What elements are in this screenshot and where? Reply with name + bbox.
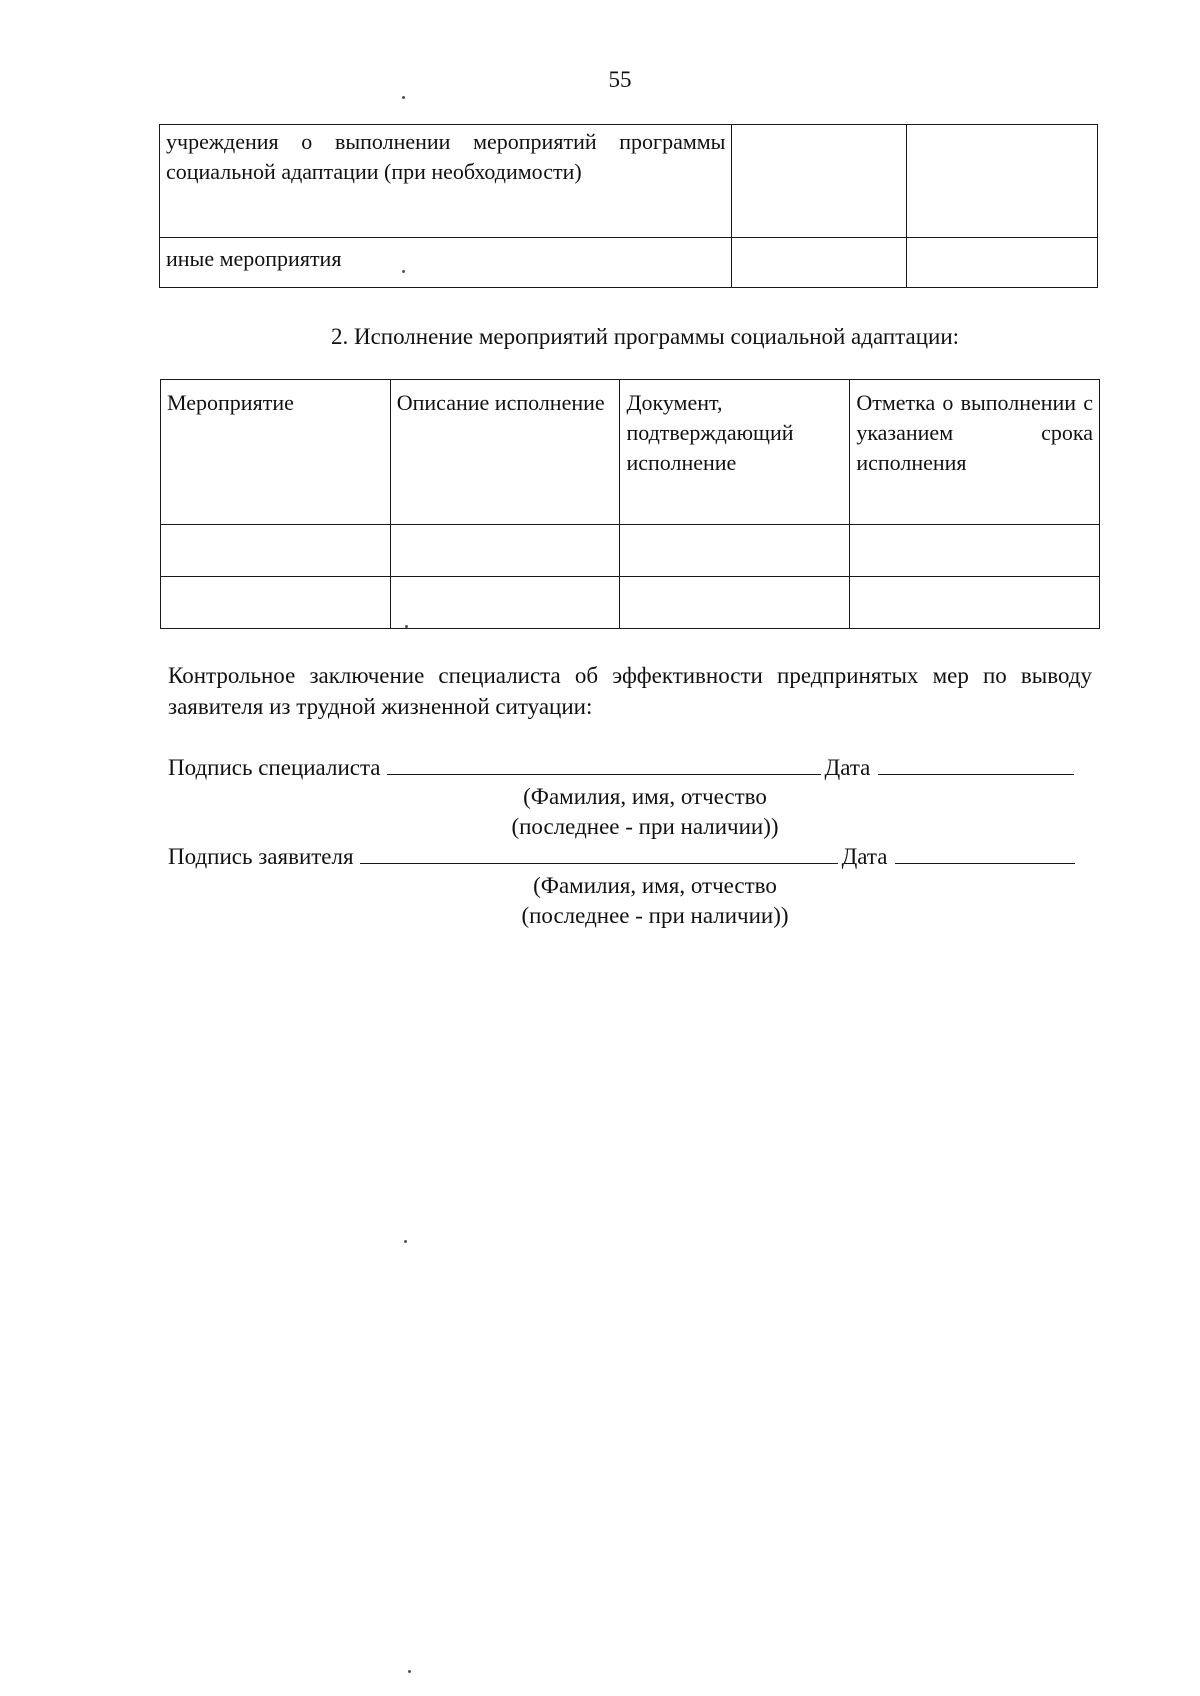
execution-table [160,379,1100,629]
page-number: 55 [608,67,632,92]
scan-speck [402,270,405,273]
scan-speck [408,1670,411,1673]
applicant-date-label: Дата [841,844,888,869]
table-cell [850,577,1100,629]
table-cell [620,525,850,577]
specialist-date-label: Дата [824,755,871,780]
table-cell [732,125,907,238]
table-cell [161,525,391,577]
table-cell [390,525,620,577]
table-row [160,238,1098,288]
table-cell [850,525,1100,577]
applicant-name-caption [480,871,830,931]
applicant-date-field[interactable] [895,841,1075,864]
table-cell [732,238,907,288]
caption-line: (последнее - при наличии)) [511,814,779,839]
scan-speck [405,625,408,628]
applicant-signature-label: Подпись заявителя [168,844,354,869]
table-cell [620,577,850,629]
table-cell [907,238,1098,288]
specialist-name-caption [470,782,820,842]
specialist-signature-line [168,752,1108,783]
table-cell [161,577,391,629]
caption-line: (последнее - при наличии)) [521,903,789,928]
table-row [161,577,1100,629]
table-cell [907,125,1098,238]
scan-speck [404,1240,407,1243]
caption-line: (Фамилия, имя, отчество [523,784,767,809]
table-row [160,125,1098,238]
applicant-signature-field[interactable] [360,841,838,864]
column-header-description: Описание исполнение [390,380,620,525]
specialist-signature-field[interactable] [387,752,821,775]
caption-line: (Фамилия, имя, отчество [533,873,777,898]
table-row [161,525,1100,577]
table-cell [390,577,620,629]
activities-table-continued [159,124,1098,288]
column-header-document: Документ, подтверждающий исполнение [620,380,850,525]
column-header-completion-mark: Отметка о выполнении с указанием срока исполнения [850,380,1100,525]
table-cell: учреждения о выполнении мероприятий программы социальной адаптации (при необходимости) [160,125,732,238]
scan-speck [402,96,405,99]
table-cell: иные мероприятия [160,238,732,288]
specialist-date-field[interactable] [878,752,1074,775]
section-title: 2. Исполнение мероприятий программы социальной адаптации: [330,324,960,349]
column-header-activity: Мероприятие [161,380,391,525]
applicant-signature-line [168,841,1108,872]
table-header-row [161,380,1100,525]
control-conclusion: Контрольное заключение специалиста об эффективности предпринятых мер по выводу заявителя из трудной жизненной ситуации: [168,663,1092,719]
specialist-signature-label: Подпись специалиста [168,755,381,780]
